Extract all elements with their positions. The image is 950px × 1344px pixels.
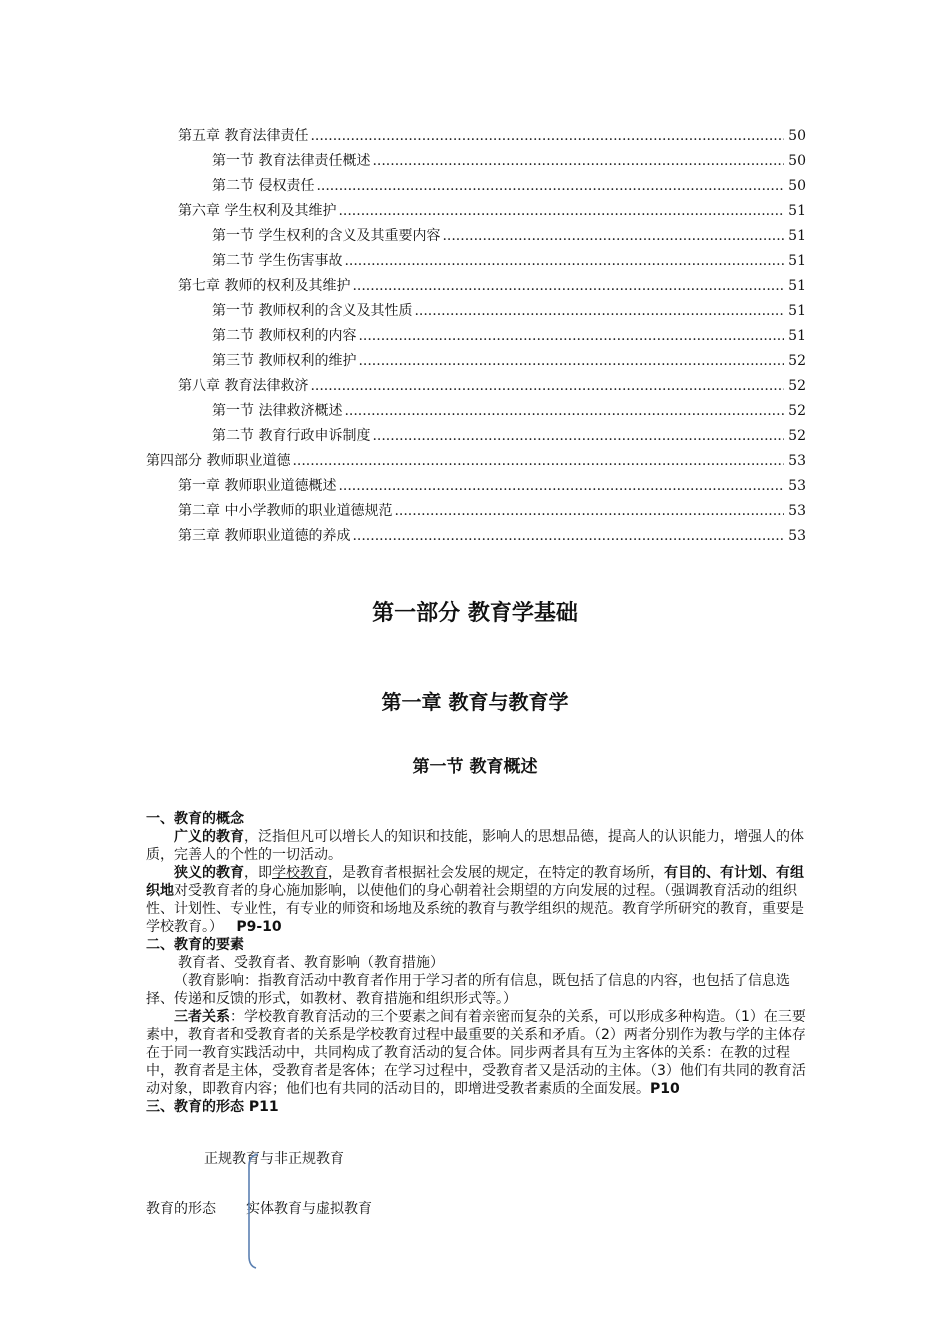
toc-leader-dots [358,350,784,372]
toc-entry[interactable] [178,500,806,525]
toc-entry[interactable] [212,325,806,350]
toc-entry-title: 第一节 教师权利的含义及其性质 [212,303,413,319]
toc-entry-title: 第一章 教师职业道德概述 [178,478,337,494]
toc-entry-title: 第二节 教育行政申诉制度 [212,428,371,444]
toc-entry[interactable] [212,300,806,325]
toc-page-number: 51 [788,328,806,344]
toc-entry-title: 第八章 教育法律救济 [178,378,309,394]
toc-entry-title: 第一节 法律救济概述 [212,403,343,419]
toc-leader-dots [442,225,784,247]
toc-entry-title: 第二节 学生伤害事故 [212,253,343,269]
toc-entry[interactable] [178,475,806,500]
toc-entry-title: 第四部分 教师职业道德 [146,453,291,469]
paragraph-text: ，即 [244,865,272,881]
term-narrow-education: 狭义的教育 [174,865,244,881]
toc-entry[interactable] [178,375,806,400]
toc-entry-title: 第三节 教师权利的维护 [212,353,357,369]
toc-page-number: 50 [788,178,806,194]
toc-page-number: 51 [788,253,806,269]
term-three-relations: 三者关系 [174,1009,230,1025]
form-item-virtual: 实体教育与虚拟教育 [246,1201,372,1217]
toc-page-number: 52 [788,403,806,419]
toc-entry-title: 第一节 教育法律责任概述 [212,153,371,169]
toc-leader-dots [372,425,784,447]
toc-entry[interactable] [212,225,806,250]
toc-leader-dots [414,300,784,322]
form-item-formal: 正规教育与非正规教育 [204,1151,344,1167]
paragraph-elements-list: 教育者、受教育者、教育影响（教育措施） [178,955,444,971]
toc-entry[interactable] [212,175,806,200]
toc-page-number: 53 [788,478,806,494]
body-text [146,810,808,1116]
toc-page-number: 51 [788,278,806,294]
toc-page-number: 52 [788,353,806,369]
toc-entry-title: 第二节 教师权利的内容 [212,328,357,344]
toc-leader-dots [344,250,784,272]
toc-leader-dots [352,525,784,547]
paragraph-text: 对受教育者的身心施加影响，以使他们的身心朝着社会期望的方向发展的过程。（强调教育活动的组织性、计划性、专业性，有专业的师资和场地及系统的教育与教学组织的规范。教育学所研究的教育，重要是学校教育。） [146,883,804,935]
paragraph-text: ，泛指但凡可以增长人的知识和技能，影响人的思想品德，提高人的认识能力，增强人的体质，完善人的个性的一切活动。 [146,829,804,863]
page-reference: P10 [650,1081,680,1097]
toc-entry-title: 第二章 中小学教师的职业道德规范 [178,503,393,519]
section-heading-elements: 二、教育的要素 [146,937,244,953]
toc-leader-dots [344,400,784,422]
paragraph-text: ：学校教育教育活动的三个要素之间有着亲密而复杂的关系，可以形成多种构造。（1）在三要素中，教育者和受教育者的关系是学校教育过程中最重要的关系和矛盾。（2）两者分别作为教与学的主体存在于同一教育实践活动中，共同构成了教育活动的复合体。同步两者具有互为主客体的关系：在教的过程中，教育者是主体，受教育者是客体；在学习过程中，受教育者又是活动的主体。（3）他们有共同的教育活动对象，即教育内容；他们也有共同的活动目的，即增进受教者素质的全面发展。 [146,1009,806,1097]
toc-entry[interactable] [212,425,806,450]
chapter-title: 第一章 教育与教育学 [381,690,569,714]
toc-leader-dots [292,450,784,472]
toc-page-number: 53 [788,503,806,519]
toc-leader-dots [338,200,784,222]
toc-page-number: 50 [788,153,806,169]
toc-entry-title: 第一节 学生权利的含义及其重要内容 [212,228,441,244]
paragraph-education-influence: （教育影响：指教育活动中教育者作用于学习者的所有信息，既包括了信息的内容，也包括了信息选择、传递和反馈的形式，如教材、教育措施和组织形式等。） [146,973,790,1007]
paragraph-broad-education [146,828,808,864]
page-reference: P9-10 [236,919,282,935]
toc-leader-dots [316,175,784,197]
toc-entry[interactable] [146,450,806,475]
toc-entry[interactable] [178,125,806,150]
toc-leader-dots [310,375,784,397]
toc-entry[interactable] [212,350,806,375]
toc-entry[interactable] [212,150,806,175]
toc-entry-title: 第二节 侵权责任 [212,178,315,194]
toc-page-number: 53 [788,453,806,469]
paragraph-text: ，是教育者根据社会发展的规定，在特定的教育场所， [328,865,664,881]
part-title: 第一部分 教育学基础 [372,600,578,626]
toc-leader-dots [394,500,784,522]
toc-entry[interactable] [178,525,806,550]
toc-leader-dots [338,475,784,497]
section-title: 第一节 教育概述 [412,757,538,777]
toc-page-number: 51 [788,303,806,319]
table-of-contents [0,125,950,550]
section-heading-concept: 一、教育的概念 [146,811,244,827]
paragraph-three-relations [146,1008,808,1098]
form-label: 教育的形态 [146,1201,216,1217]
toc-page-number: 51 [788,228,806,244]
toc-page-number: 53 [788,528,806,544]
toc-entry[interactable] [178,275,806,300]
toc-leader-dots [372,150,784,172]
toc-entry-title: 第七章 教师的权利及其维护 [178,278,351,294]
term-purposeful: 有目的、有计划、有组织地 [146,865,804,899]
section-heading-forms: 三、教育的形态 P11 [146,1099,279,1115]
toc-page-number: 50 [788,128,806,144]
toc-entry-title: 第三章 教师职业道德的养成 [178,528,351,544]
term-broad-education: 广义的教育 [174,829,244,845]
toc-page-number: 52 [788,378,806,394]
toc-leader-dots [358,325,784,347]
toc-entry[interactable] [212,250,806,275]
toc-leader-dots [310,125,784,147]
toc-entry-title: 第五章 教育法律责任 [178,128,309,144]
toc-page-number: 51 [788,203,806,219]
toc-entry[interactable] [178,200,806,225]
toc-entry[interactable] [212,400,806,425]
toc-leader-dots [352,275,784,297]
brace-connector [236,1152,260,1270]
school-education-link[interactable]: 学校教育 [272,865,328,881]
toc-entry-title: 第六章 学生权利及其维护 [178,203,337,219]
toc-page-number: 52 [788,428,806,444]
paragraph-narrow-education [146,864,808,936]
